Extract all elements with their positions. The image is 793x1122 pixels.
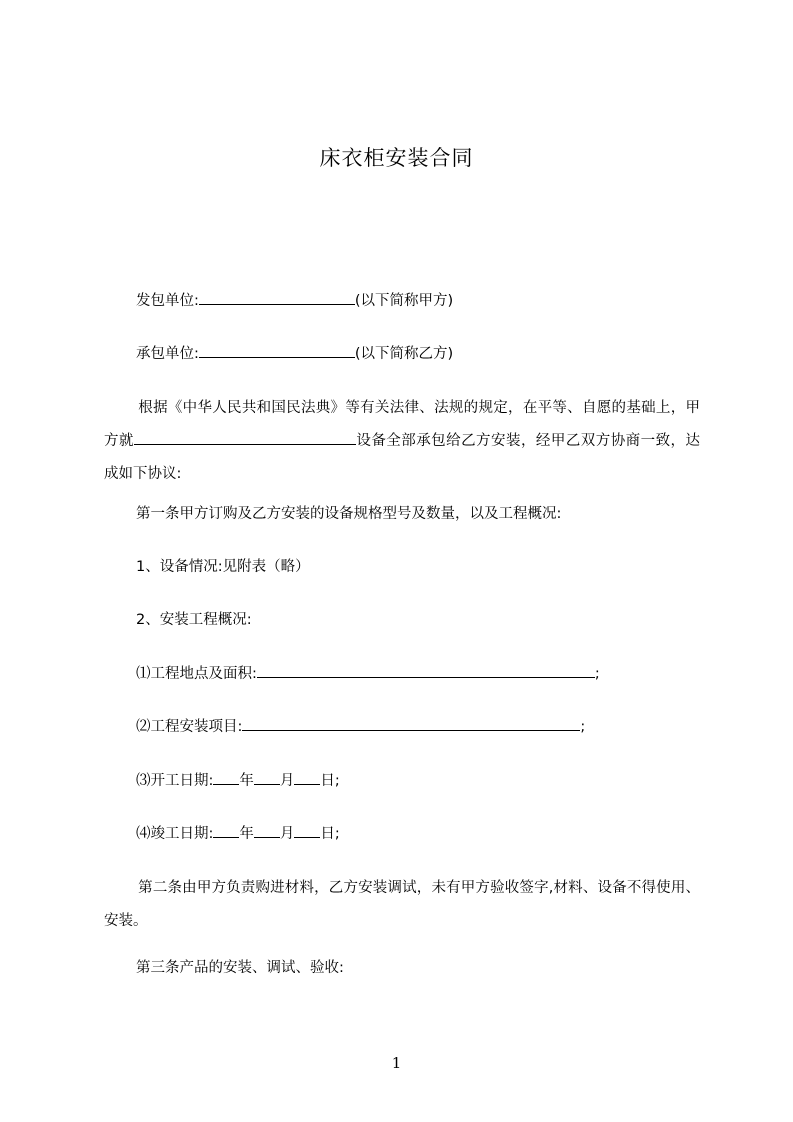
article-1: 第一条甲方订购及乙方安装的设备规格型号及数量，以及工程概况: [136, 506, 562, 522]
party-b-blank[interactable] [199, 343, 355, 358]
end-day-blank[interactable] [294, 823, 320, 838]
item-2: 2、安装工程概况: [136, 612, 252, 628]
party-a-label: 发包单位: [136, 293, 199, 309]
page-number: 1 [391, 1054, 402, 1072]
party-a-suffix: (以下简称甲方) [354, 293, 454, 309]
document-title: 床衣柜安装合同 [319, 146, 474, 170]
item-2-1-line: ⑴工程地点及面积: ; [136, 663, 600, 685]
item-2-3-label: ⑶开工日期: [136, 773, 214, 789]
preamble-text-2: 设备全部承包给乙方安装，经甲乙双方协商一致，达成如下协议: [104, 433, 700, 482]
party-b-label: 承包单位: [136, 346, 199, 362]
preamble-paragraph [104, 392, 700, 491]
item-1: 1、设备情况:见附表（略） [136, 559, 310, 575]
equipment-blank[interactable] [134, 430, 356, 445]
item-2-2-line: ⑵工程安装项目: ; [136, 716, 585, 738]
item-2-3-line: ⑶开工日期: 年 月 日; [136, 770, 340, 792]
start-day-blank[interactable] [294, 770, 320, 785]
article-2-paragraph [104, 872, 700, 938]
party-a-blank[interactable] [199, 290, 355, 305]
start-year-blank[interactable] [213, 770, 239, 785]
start-month-blank[interactable] [254, 770, 280, 785]
party-b-line [136, 343, 453, 365]
install-project-blank[interactable] [242, 716, 580, 731]
article-3: 第三条产品的安装、调试、验收: [136, 960, 344, 976]
item-2-4-label: ⑷竣工日期: [136, 826, 214, 842]
party-a-line [136, 290, 453, 312]
preamble-text-1: 根据《中华人民共和国民法典》等有关法律、法规的规定，在平等、自愿的基础上，甲方就 [104, 400, 700, 449]
item-2-4-line: ⑷竣工日期: 年 月 日; [136, 823, 340, 845]
party-b-suffix: (以下简称乙方) [354, 346, 454, 362]
location-area-blank[interactable] [257, 663, 595, 678]
item-2-1-label: ⑴工程地点及面积: [136, 666, 257, 682]
end-year-blank[interactable] [213, 823, 239, 838]
article-2: 第二条由甲方负责购进材料，乙方安装调试，未有甲方验收签字,材料、设备不得使用、安装。 [104, 880, 700, 929]
item-2-2-label: ⑵工程安装项目: [136, 719, 243, 735]
end-month-blank[interactable] [254, 823, 280, 838]
